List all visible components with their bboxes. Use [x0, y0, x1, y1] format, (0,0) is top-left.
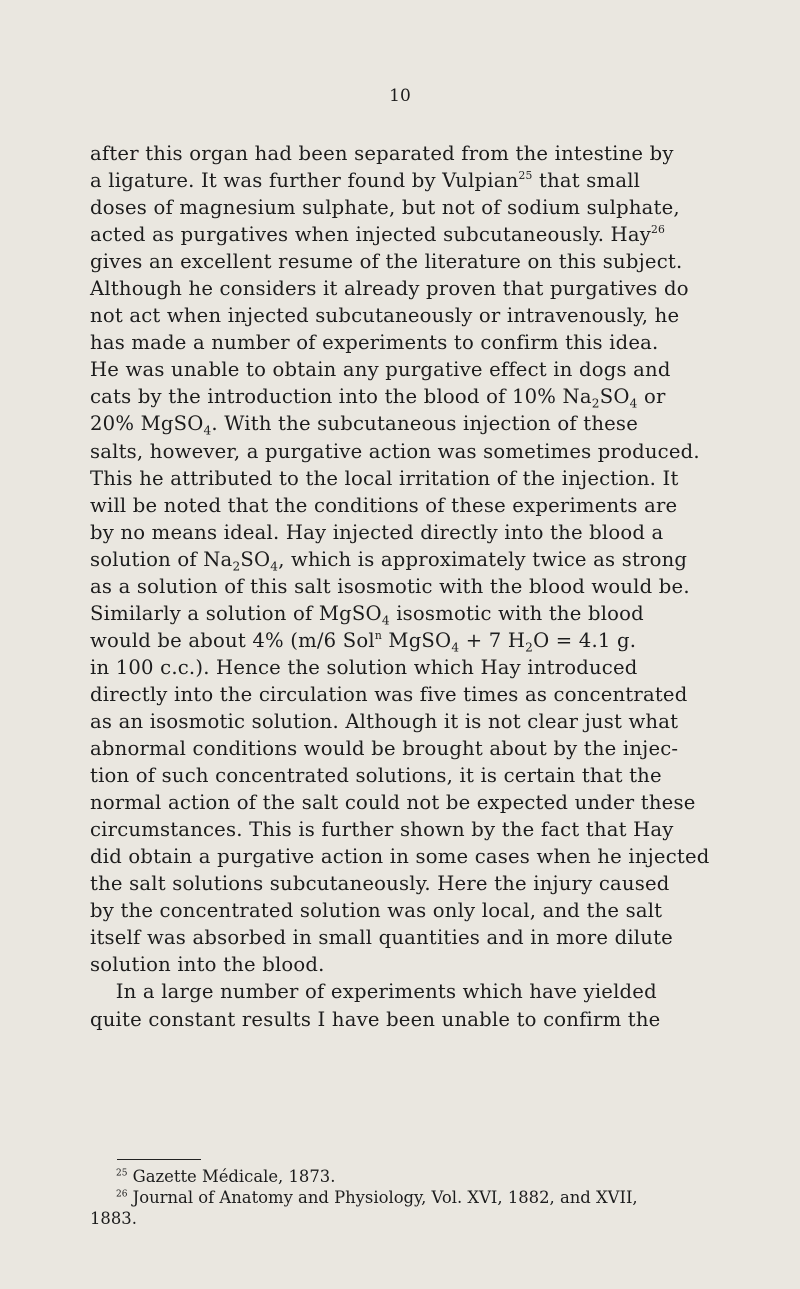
text-line — [90, 762, 790, 789]
text-run: 1883. — [90, 1209, 137, 1228]
text-run: gives an excellent resume of the literature on this subject. — [90, 250, 683, 274]
text-run: after this organ had been separated from the intestine by — [90, 142, 674, 165]
footnote — [90, 1187, 790, 1208]
subscript: 4 — [381, 613, 390, 628]
text-run: as a solution of this salt isosmotic with the blood would be. — [90, 574, 690, 598]
text-run: normal action of the salt could not be expected under these — [90, 791, 696, 815]
text-run: Gazette Médicale, 1873. — [127, 1167, 336, 1186]
superscript: 26 — [650, 223, 666, 237]
text-line — [90, 573, 790, 600]
text-run: not act when injected subcutaneously or intravenously, he — [90, 304, 680, 328]
text-run: solution into the blood. — [90, 953, 325, 977]
text-run: would be about 4% (m/6 Sol — [90, 628, 375, 652]
text-line — [90, 329, 790, 356]
text-run: in 100 c.c.). Hence the solution which Hay introduced — [90, 655, 638, 679]
text-line — [90, 681, 790, 708]
text-run: the salt solutions subcutaneously. Here the injury caused — [90, 872, 670, 896]
text-run: by no means ideal. Hay injected directly into the blood a — [90, 520, 664, 544]
text-line — [90, 600, 790, 627]
text-run: that small — [532, 169, 641, 193]
text-line — [90, 356, 790, 383]
text-run: doses of magnesium sulphate, but not of sodium sulphate, — [90, 196, 680, 220]
text-run: did obtain a purgative action in some cases when he injected — [90, 845, 710, 869]
text-line — [90, 897, 790, 924]
text-run: isosmotic with the blood — [389, 601, 644, 625]
text-run: SO — [240, 547, 271, 571]
text-run: has made a number of experiments to confirm this idea. — [90, 331, 659, 355]
text-run: O = 4.1 g. — [533, 628, 637, 652]
text-run: Although he considers it already proven that purgatives do — [90, 277, 689, 301]
text-run: Similarly a solution of MgSO — [90, 601, 382, 625]
text-run: In a large number of experiments which have yielded — [90, 980, 657, 1004]
text-run: salts, however, a purgative action was sometimes produced. — [90, 439, 700, 463]
text-run: quite constant results I have been unable to confirm the — [90, 1007, 661, 1031]
subscript: 4 — [203, 423, 212, 438]
text-line — [90, 383, 790, 410]
text-line — [90, 410, 790, 437]
superscript: 26 — [116, 1189, 128, 1200]
text-line — [90, 167, 790, 194]
text-line — [90, 438, 790, 465]
text-run: acted as purgatives when injected subcutaneously. Hay — [90, 223, 651, 247]
superscript: 25 — [518, 168, 533, 182]
text-line — [90, 816, 790, 843]
text-run: directly into the circulation was five times as concentrated — [90, 682, 688, 706]
text-run: abnormal conditions would be brought about by the injec- — [90, 737, 679, 761]
footnotes — [90, 1166, 790, 1229]
footnote — [90, 1166, 790, 1187]
text-run: circumstances. This is further shown by the fact that Hay — [90, 818, 674, 842]
text-line — [90, 546, 790, 573]
page-number: 10 — [389, 86, 411, 106]
text-run: . With the subcutaneous injection of these — [211, 412, 638, 436]
text-run: tion of such concentrated solutions, it is certain that the — [90, 764, 662, 788]
text-run: by the concentrated solution was only local, and the salt — [90, 899, 663, 923]
text-line — [90, 302, 790, 329]
subscript: 4 — [270, 558, 279, 573]
text-line — [90, 870, 790, 897]
text-run: + 7 H — [459, 628, 526, 652]
text-run: solution of Na — [90, 547, 233, 571]
text-run: 20% MgSO — [90, 412, 204, 436]
text-run: as an isosmotic solution. Although it is not clear just what — [90, 709, 679, 733]
text-line — [90, 248, 790, 275]
footnote-rule — [117, 1159, 201, 1160]
text-run: , which is approximately twice as strong — [278, 547, 688, 571]
text-run: Journal of Anatomy and Physiology, Vol. XVI, 1882, and XVII, — [127, 1188, 638, 1207]
text-run: a ligature. It was further found by Vulpian — [90, 169, 519, 193]
text-line — [90, 843, 790, 870]
text-run: He was unable to obtain any purgative effect in dogs and — [90, 358, 671, 382]
text-run: MgSO — [382, 628, 452, 652]
superscript: 25 — [116, 1168, 128, 1179]
subscript: 2 — [525, 640, 534, 655]
text-line — [90, 221, 790, 248]
text-run: or — [637, 385, 666, 409]
superscript: n — [374, 628, 382, 642]
text-line — [90, 978, 790, 1005]
text-run: will be noted that the conditions of these experiments are — [90, 493, 678, 517]
text-line — [90, 1006, 790, 1033]
text-line — [90, 627, 790, 654]
text-line — [90, 519, 790, 546]
text-line — [90, 924, 790, 951]
text-run: This he attributed to the local irritation of the injection. It — [90, 466, 679, 490]
text-line — [90, 194, 790, 221]
text-line — [90, 492, 790, 519]
text-line — [90, 654, 790, 681]
text-run: cats by the introduction into the blood of 10% Na — [90, 385, 592, 409]
footnote — [90, 1208, 790, 1229]
text-line — [90, 708, 790, 735]
subscript: 2 — [591, 396, 600, 411]
text-line — [90, 275, 790, 302]
subscript: 4 — [629, 396, 638, 411]
text-line — [90, 789, 790, 816]
subscript: 4 — [451, 640, 460, 655]
text-line — [90, 735, 790, 762]
text-line — [90, 951, 790, 978]
subscript: 2 — [232, 558, 241, 573]
text-run: itself was absorbed in small quantities and in more dilute — [90, 926, 673, 950]
text-run: SO — [599, 385, 630, 409]
text-line — [90, 140, 790, 167]
body-text — [90, 140, 790, 1033]
text-line — [90, 465, 790, 492]
